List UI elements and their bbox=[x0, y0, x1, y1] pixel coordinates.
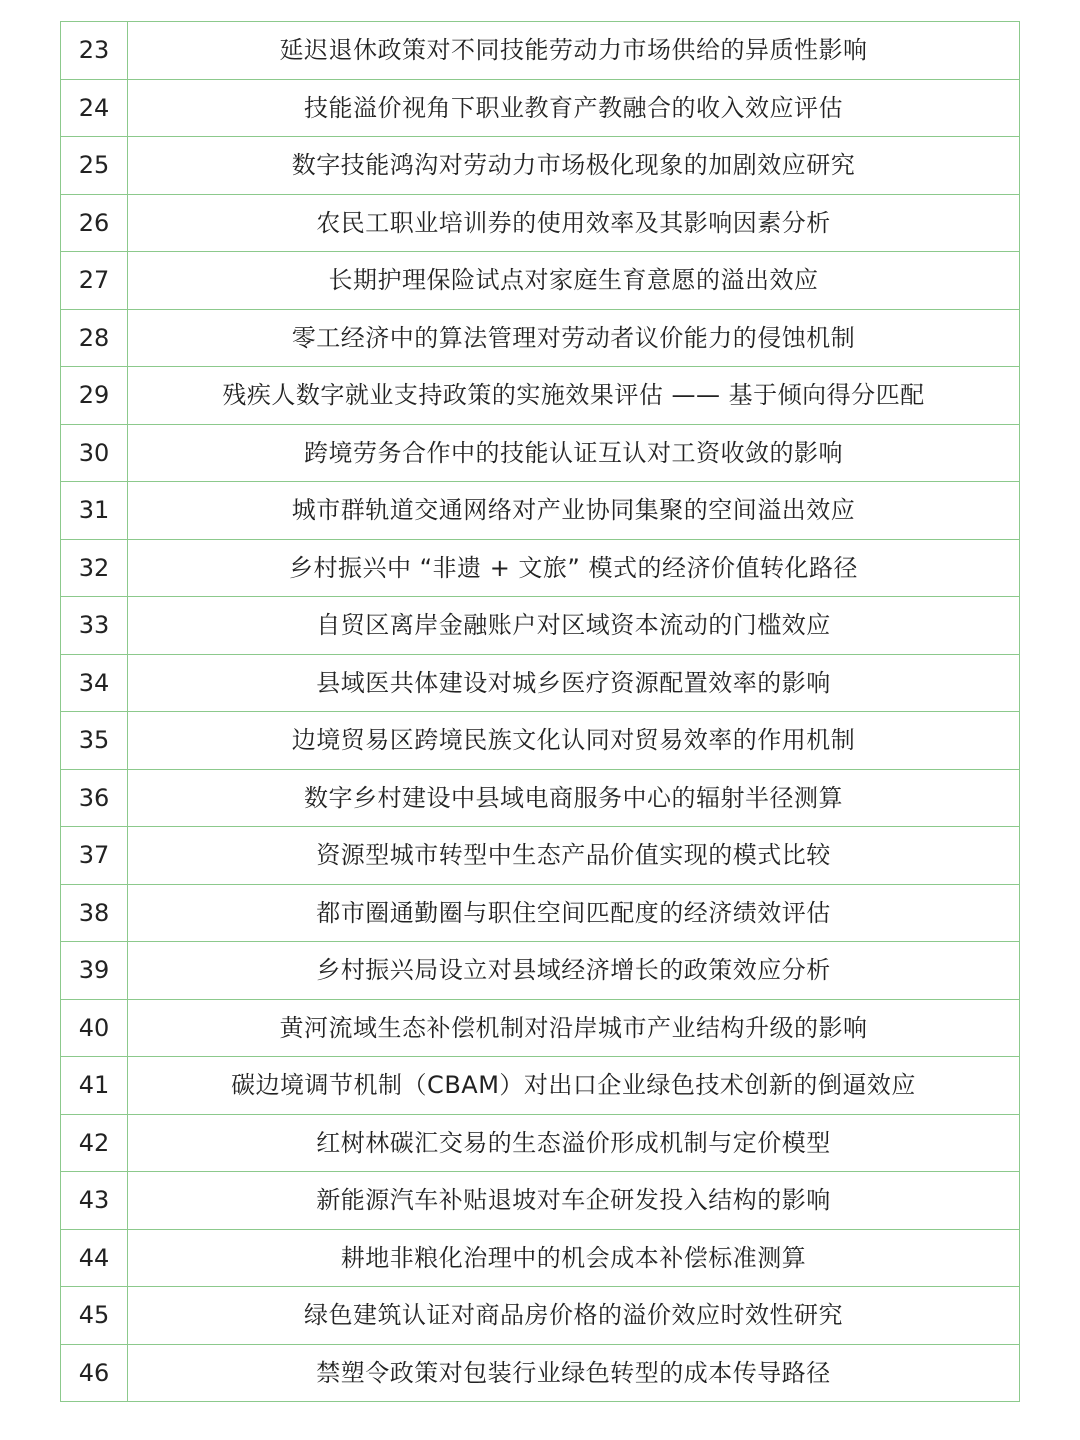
table-row bbox=[61, 597, 1020, 655]
table-row bbox=[61, 79, 1020, 137]
table-row bbox=[61, 194, 1020, 252]
row-number: 31 bbox=[61, 482, 128, 540]
topic-title: 边境贸易区跨境民族文化认同对贸易效率的作用机制 bbox=[128, 712, 1020, 770]
row-number: 38 bbox=[61, 884, 128, 942]
table-row bbox=[61, 1057, 1020, 1115]
table-row bbox=[61, 367, 1020, 425]
row-number: 30 bbox=[61, 424, 128, 482]
row-number: 35 bbox=[61, 712, 128, 770]
row-number: 32 bbox=[61, 539, 128, 597]
row-number: 46 bbox=[61, 1344, 128, 1402]
row-number: 27 bbox=[61, 252, 128, 310]
table-row bbox=[61, 1172, 1020, 1230]
table-row bbox=[61, 654, 1020, 712]
topic-title: 县域医共体建设对城乡医疗资源配置效率的影响 bbox=[128, 654, 1020, 712]
row-number: 39 bbox=[61, 942, 128, 1000]
table-row bbox=[61, 22, 1020, 80]
topic-title: 耕地非粮化治理中的机会成本补偿标准测算 bbox=[128, 1229, 1020, 1287]
table-row bbox=[61, 482, 1020, 540]
table-row bbox=[61, 1344, 1020, 1402]
topic-title: 碳边境调节机制（CBAM）对出口企业绿色技术创新的倒逼效应 bbox=[128, 1057, 1020, 1115]
topic-table bbox=[60, 21, 1020, 1402]
table-row bbox=[61, 999, 1020, 1057]
row-number: 26 bbox=[61, 194, 128, 252]
table-row bbox=[61, 827, 1020, 885]
table-row bbox=[61, 942, 1020, 1000]
table-row bbox=[61, 1114, 1020, 1172]
row-number: 33 bbox=[61, 597, 128, 655]
topic-title: 新能源汽车补贴退坡对车企研发投入结构的影响 bbox=[128, 1172, 1020, 1230]
table-row bbox=[61, 769, 1020, 827]
row-number: 28 bbox=[61, 309, 128, 367]
topic-title: 残疾人数字就业支持政策的实施效果评估 —— 基于倾向得分匹配 bbox=[128, 367, 1020, 425]
topic-title: 都市圈通勤圈与职住空间匹配度的经济绩效评估 bbox=[128, 884, 1020, 942]
topic-title: 零工经济中的算法管理对劳动者议价能力的侵蚀机制 bbox=[128, 309, 1020, 367]
table-row bbox=[61, 424, 1020, 482]
table-row bbox=[61, 539, 1020, 597]
row-number: 25 bbox=[61, 137, 128, 195]
topic-title: 技能溢价视角下职业教育产教融合的收入效应评估 bbox=[128, 79, 1020, 137]
row-number: 41 bbox=[61, 1057, 128, 1115]
row-number: 44 bbox=[61, 1229, 128, 1287]
table-row bbox=[61, 309, 1020, 367]
row-number: 42 bbox=[61, 1114, 128, 1172]
row-number: 29 bbox=[61, 367, 128, 425]
row-number: 36 bbox=[61, 769, 128, 827]
topic-title: 黄河流域生态补偿机制对沿岸城市产业结构升级的影响 bbox=[128, 999, 1020, 1057]
topic-title: 资源型城市转型中生态产品价值实现的模式比较 bbox=[128, 827, 1020, 885]
row-number: 24 bbox=[61, 79, 128, 137]
topic-title: 长期护理保险试点对家庭生育意愿的溢出效应 bbox=[128, 252, 1020, 310]
topic-title: 数字乡村建设中县域电商服务中心的辐射半径测算 bbox=[128, 769, 1020, 827]
row-number: 34 bbox=[61, 654, 128, 712]
row-number: 23 bbox=[61, 22, 128, 80]
table-row bbox=[61, 884, 1020, 942]
row-number: 37 bbox=[61, 827, 128, 885]
row-number: 45 bbox=[61, 1287, 128, 1345]
topic-title: 农民工职业培训券的使用效率及其影响因素分析 bbox=[128, 194, 1020, 252]
topic-title: 乡村振兴局设立对县域经济增长的政策效应分析 bbox=[128, 942, 1020, 1000]
table-row bbox=[61, 252, 1020, 310]
topic-title: 乡村振兴中 “非遗 + 文旅” 模式的经济价值转化路径 bbox=[128, 539, 1020, 597]
topic-title: 延迟退休政策对不同技能劳动力市场供给的异质性影响 bbox=[128, 22, 1020, 80]
table-row bbox=[61, 137, 1020, 195]
topic-title: 红树林碳汇交易的生态溢价形成机制与定价模型 bbox=[128, 1114, 1020, 1172]
table-row bbox=[61, 1229, 1020, 1287]
topic-title: 跨境劳务合作中的技能认证互认对工资收敛的影响 bbox=[128, 424, 1020, 482]
row-number: 40 bbox=[61, 999, 128, 1057]
table-row bbox=[61, 712, 1020, 770]
topic-title: 禁塑令政策对包装行业绿色转型的成本传导路径 bbox=[128, 1344, 1020, 1402]
row-number: 43 bbox=[61, 1172, 128, 1230]
table-row bbox=[61, 1287, 1020, 1345]
topic-title: 数字技能鸿沟对劳动力市场极化现象的加剧效应研究 bbox=[128, 137, 1020, 195]
topic-title: 城市群轨道交通网络对产业协同集聚的空间溢出效应 bbox=[128, 482, 1020, 540]
topic-title: 绿色建筑认证对商品房价格的溢价效应时效性研究 bbox=[128, 1287, 1020, 1345]
topic-title: 自贸区离岸金融账户对区域资本流动的门槛效应 bbox=[128, 597, 1020, 655]
